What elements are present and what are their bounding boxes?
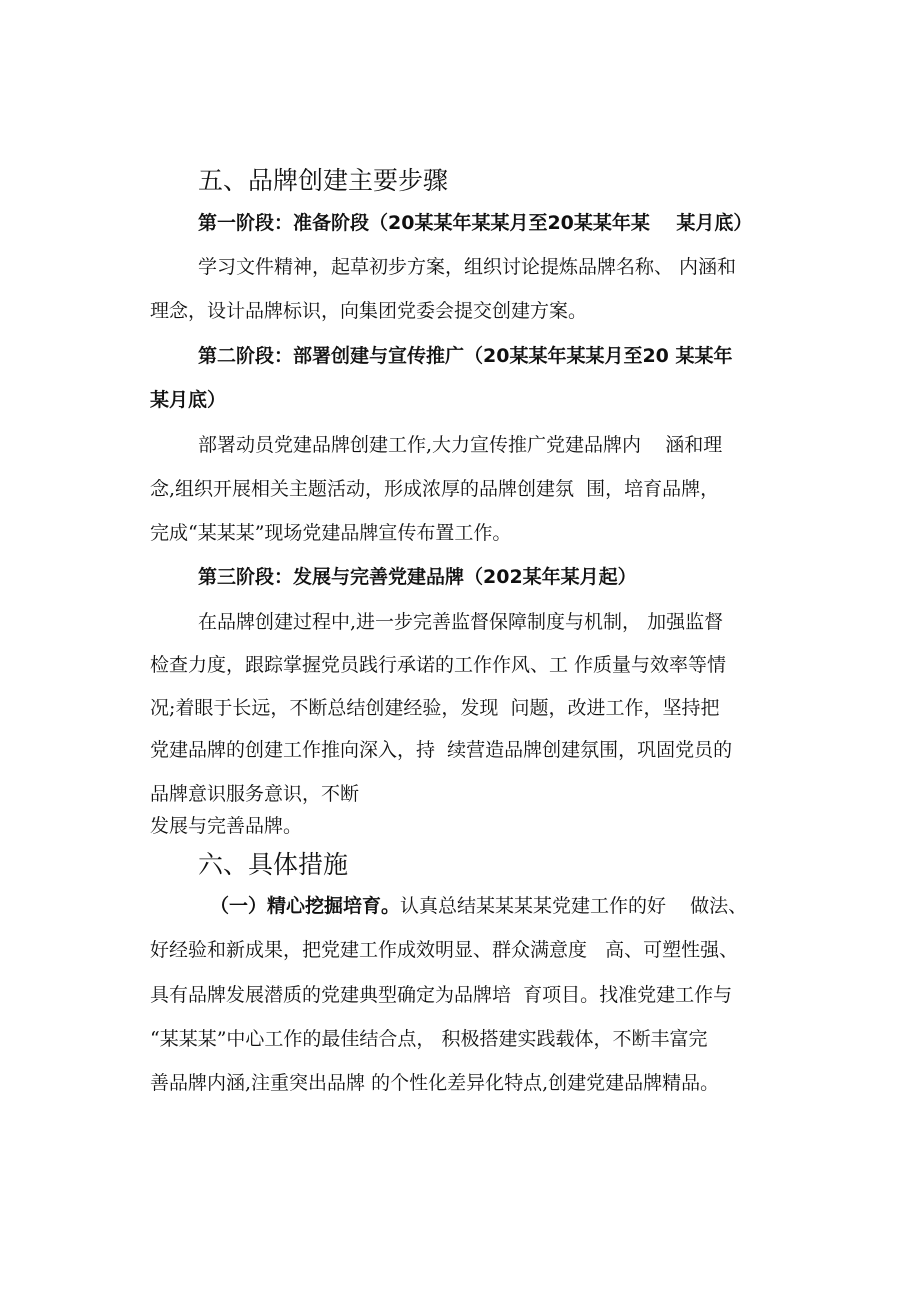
measure-1-line-2: 好经验和新成果，把党建工作成效明显、群众满意度 高、可塑性强、 <box>150 939 739 961</box>
stage-3-body-line-6: 发展与完善品牌。 <box>150 815 303 837</box>
stage-2-body-line-3: 完成“某某某”现场党建品牌宣传布置工作。 <box>150 522 512 544</box>
stage-3-body-line-1: 在品牌创建过程中,进一步完善监督保障制度与机制， 加强监督 <box>198 611 724 633</box>
stage-2-title-line-1: 第二阶段：部署创建与宣传推广（20某某年某某月至20 某某年 <box>198 345 733 367</box>
measure-1-line-3: 具有品牌发展潜质的党建典型确定为品牌培 育项目。找准党建工作与 <box>150 984 733 1006</box>
measure-1-line-4: “某某某”中心工作的最佳结合点， 积极搭建实践载体，不断丰富完 <box>150 1028 708 1050</box>
stage-2-body-line-1: 部署动员党建品牌创建工作,大力宣传推广党建品牌内 涵和理 <box>198 434 723 456</box>
stage-3-title: 第三阶段：发展与完善党建品牌（202某年某月起） <box>198 566 637 588</box>
measure-1-line-5: 善品牌内涵,注重突出品牌 的个性化差异化特点,创建党建品牌精品。 <box>150 1072 720 1094</box>
stage-2-title-line-2: 某月底） <box>150 389 227 411</box>
stage-1-body-line-2: 理念，设计品牌标识，向集团党委会提交创建方案。 <box>150 300 588 322</box>
measure-1-lead: （一）精心挖掘培育。 <box>210 895 401 917</box>
stage-1-body-line-1: 学习文件精神，起草初步方案，组织讨论提炼品牌名称、 内涵和 <box>198 256 737 278</box>
stage-3-body-line-4: 党建品牌的创建工作推向深入，持 续营造品牌创建氛围，巩固党员的 <box>150 739 733 761</box>
section-5-heading: 五、品牌创建主要步骤 <box>198 166 449 195</box>
measure-1-line-1 <box>210 897 747 916</box>
stage-1-title: 第一阶段：准备阶段（20某某年某某月至20某某年某 某月底） <box>198 212 753 234</box>
measure-1-body-start: 认真总结某某某某党建工作的好 做法、 <box>400 895 748 917</box>
section-6-heading: 六、具体措施 <box>198 850 349 879</box>
stage-3-body-line-2: 检查力度，跟踪掌握党员践行承诺的工作作风、工 作质量与效率等情 <box>150 654 727 676</box>
stage-3-body-line-3: 况;着眼于长远，不断总结创建经验，发现 问题，改进工作，坚持把 <box>150 697 720 719</box>
stage-2-body-line-2: 念,组织开展相关主题活动，形成浓厚的品牌创建氛 围，培育品牌， <box>150 478 720 500</box>
stage-3-body-line-5: 品牌意识服务意识，不断 <box>150 783 360 805</box>
